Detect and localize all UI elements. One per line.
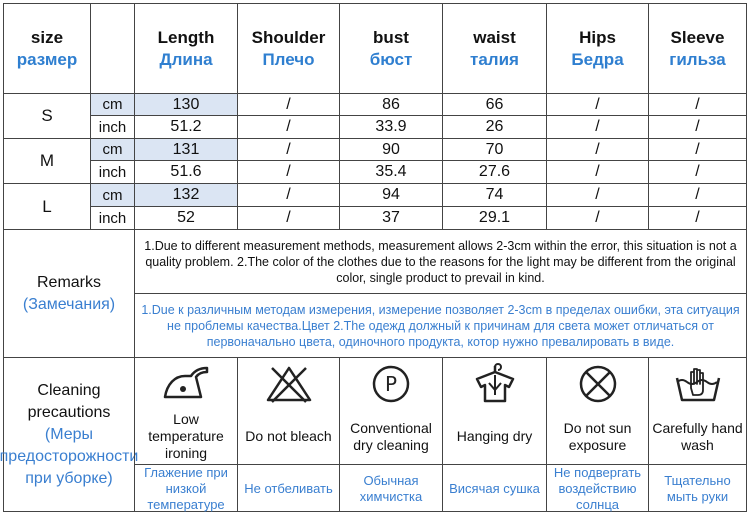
value-cell: /	[237, 93, 339, 115]
value-cell: /	[237, 115, 339, 138]
value-cell: /	[648, 183, 746, 206]
value-cell: /	[546, 93, 648, 115]
value-cell: 29.1	[442, 206, 546, 229]
value-cell: /	[648, 160, 746, 183]
header-shoulder-en: Shoulder	[251, 27, 326, 47]
value-cell: 33.9	[339, 115, 442, 138]
value-cell: 130	[134, 93, 237, 115]
unit-cell: cm	[90, 93, 134, 115]
header-sleeve-ru: гильза	[669, 49, 726, 69]
value-cell: /	[648, 93, 746, 115]
header-waist	[442, 4, 546, 93]
value-cell: 86	[339, 93, 442, 115]
unit-cell: cm	[90, 183, 134, 206]
dry-clean-p-icon	[339, 357, 442, 409]
size-chart-table	[0, 3, 747, 512]
cleaning-label-ru: (Меры предосторожности при уборке)	[0, 426, 139, 487]
value-cell: /	[648, 138, 746, 160]
header-hips-ru: Бедра	[571, 49, 624, 69]
remarks-text-en: 1.Due to different measurement methods, measurement allows 2-3cm within the error, this situation is not a quality problem. 2.The color of the clothes due to the reasons for the light may be different from the original color, single product to prevail in kind.	[134, 229, 746, 293]
remarks-text-ru: 1.Due к различным методам измерения, измерение позволяет 2-3cm в пределах ошибки, эта ситуация не проблемы качества.Цвет 2.The одежд должный к причинам для света может отличаться от первоначально цвета, одиночного продукта, котор нужно превалировать в виде.	[134, 293, 746, 357]
unit-cell: inch	[90, 206, 134, 229]
header-shoulder-ru: Плечо	[262, 49, 315, 69]
unit-cell: inch	[90, 160, 134, 183]
care-text-ru: Тщательно мыть руки	[648, 464, 746, 512]
value-cell: /	[546, 160, 648, 183]
value-cell: /	[237, 206, 339, 229]
header-length-en: Length	[157, 27, 215, 47]
header-bust-en: bust	[373, 27, 409, 47]
header-bust	[339, 4, 442, 93]
value-cell: 51.2	[134, 115, 237, 138]
header-shoulder	[237, 4, 339, 93]
value-cell: 94	[339, 183, 442, 206]
value-cell: 66	[442, 93, 546, 115]
value-cell: /	[546, 183, 648, 206]
care-text-en: Do not sun exposure	[546, 409, 648, 464]
value-cell: /	[648, 115, 746, 138]
header-size	[4, 4, 90, 93]
value-cell: 37	[339, 206, 442, 229]
care-text-ru: Глажение при низкой температуре	[134, 464, 237, 512]
care-text-ru: Не отбеливать	[237, 464, 339, 512]
header-waist-ru: талия	[470, 49, 519, 69]
remarks-label-en: Remarks	[36, 273, 101, 291]
remarks-label-ru: (Замечания)	[22, 295, 116, 313]
care-text-en: Do not bleach	[237, 409, 339, 464]
header-waist-en: waist	[473, 27, 516, 47]
header-size-ru: размер	[16, 49, 78, 69]
value-cell: 52	[134, 206, 237, 229]
unit-cell: cm	[90, 138, 134, 160]
do-not-bleach-icon	[237, 357, 339, 409]
value-cell: /	[648, 206, 746, 229]
care-text-en: Hanging dry	[442, 409, 546, 464]
value-cell: 74	[442, 183, 546, 206]
size-label-s: S	[4, 93, 90, 138]
value-cell: /	[237, 183, 339, 206]
value-cell: 27.6	[442, 160, 546, 183]
cleaning-label-en: Cleaning precautions	[27, 382, 111, 421]
remarks-label	[4, 229, 134, 357]
value-cell: /	[546, 115, 648, 138]
header-length	[134, 4, 237, 93]
size-label-m: M	[4, 138, 90, 183]
value-cell: /	[546, 138, 648, 160]
care-text-en: Carefully hand wash	[648, 409, 746, 464]
value-cell: 35.4	[339, 160, 442, 183]
header-sleeve	[648, 4, 746, 93]
value-cell: 26	[442, 115, 546, 138]
header-unit	[90, 4, 134, 93]
no-sun-exposure-icon	[546, 357, 648, 409]
cleaning-label	[0, 357, 139, 512]
header-length-ru: Длина	[159, 49, 213, 69]
svg-text:P: P	[384, 371, 398, 396]
value-cell: 90	[339, 138, 442, 160]
value-cell: 132	[134, 183, 237, 206]
low-temperature-iron-icon	[134, 357, 237, 409]
hand-wash-icon	[648, 357, 746, 409]
value-cell: 70	[442, 138, 546, 160]
value-cell: /	[237, 160, 339, 183]
hang-dry-shirt-icon	[442, 357, 546, 409]
unit-cell: inch	[90, 115, 134, 138]
header-bust-ru: бюст	[369, 49, 413, 69]
size-label-l: L	[4, 183, 90, 229]
value-cell: 51.6	[134, 160, 237, 183]
care-text-ru: Висячая сушка	[442, 464, 546, 512]
value-cell: /	[237, 138, 339, 160]
header-hips	[546, 4, 648, 93]
value-cell: 131	[134, 138, 237, 160]
care-text-en: Low temperature ironing	[134, 409, 237, 464]
value-cell: /	[546, 206, 648, 229]
header-size-en: size	[30, 27, 64, 47]
care-text-ru: Обычная химчистка	[339, 464, 442, 512]
care-text-en: Conventional dry cleaning	[339, 409, 442, 464]
header-sleeve-en: Sleeve	[670, 27, 725, 47]
header-hips-en: Hips	[579, 27, 616, 47]
care-text-ru: Не подвергать воздействию солнца	[546, 464, 648, 512]
